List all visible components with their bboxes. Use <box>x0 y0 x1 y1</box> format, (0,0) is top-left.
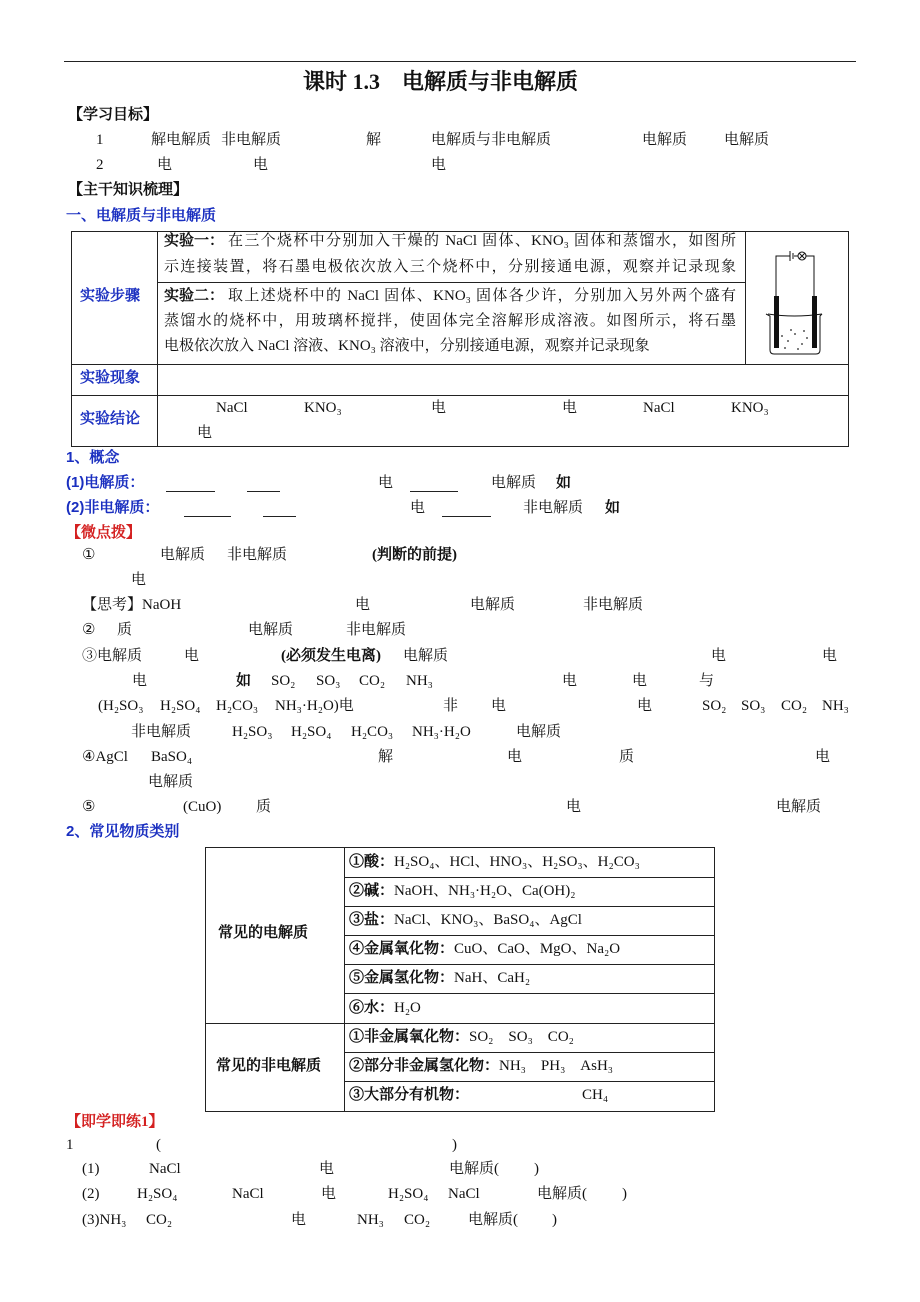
text-fragment: (1) <box>82 1161 100 1177</box>
text-fragment: 非电解质 <box>346 622 407 638</box>
table-divider <box>745 231 746 364</box>
page-title: 课时 1.3 电解质与非电解质 <box>303 69 579 94</box>
text-fragment: H₂CO₃ <box>351 724 394 740</box>
text-fragment: BaSO₄ <box>151 749 193 765</box>
text-fragment: 电解质 <box>470 597 516 613</box>
text-fragment: 电解质 <box>724 132 770 148</box>
experiment-text: 取上述烧杯中的 NaCl 固体、KNO₃ 固体各少许，分别加入另外两个盛有 <box>228 288 736 304</box>
table-divider <box>344 1052 715 1053</box>
text-fragment: 解电解质 <box>151 132 212 148</box>
concept-label: (1)电解质： <box>66 474 145 491</box>
text-fragment: 电 <box>815 749 831 765</box>
table-divider <box>71 364 849 365</box>
text-fragment: 与 <box>699 673 715 689</box>
category-name: ①酸： <box>349 854 395 870</box>
text-fragment: 2 <box>96 157 104 173</box>
text-fragment: KNO₃ <box>304 400 342 416</box>
experiment-title: 实验一： <box>164 233 225 249</box>
category-name: ④金属氧化物： <box>349 941 455 957</box>
top-rule <box>64 61 856 62</box>
text-fragment: ② <box>82 622 96 638</box>
text-fragment: NaCl <box>232 1186 264 1202</box>
category-name: ⑥水： <box>349 1000 395 1016</box>
text-fragment: ① <box>82 547 96 563</box>
text-fragment: SO₂ <box>271 673 296 689</box>
text-fragment: NaCl <box>216 400 248 416</box>
text-fragment: 电解质 <box>776 799 822 815</box>
text-fragment: 非电解质 <box>221 132 282 148</box>
text-fragment: 电解质( <box>537 1186 587 1202</box>
section-heading: 【微点拨】 <box>66 525 142 541</box>
text-fragment: 电 <box>131 572 147 588</box>
text-fragment: NH₃ <box>822 698 849 714</box>
text-fragment: ④AgCl <box>82 749 128 765</box>
fill-blank[interactable] <box>184 515 231 517</box>
text-fragment: 质 <box>117 622 133 638</box>
text-fragment: 电 <box>711 648 727 664</box>
text-fragment: 电 <box>132 673 148 689</box>
experiment-text: 蒸馏水的烧杯中，用玻璃杯搅拌，使固体完全溶解形成溶液。如图所示，将石墨 <box>164 313 736 329</box>
text-fragment: ) <box>552 1212 557 1228</box>
text-fragment: 电 <box>562 673 578 689</box>
text-fragment: 电 <box>355 597 371 613</box>
category-items: H₂O <box>394 1000 421 1016</box>
text-fragment: 非电解质 <box>227 547 288 563</box>
text-fragment: CO₂ <box>404 1212 431 1228</box>
electrolysis-apparatus-diagram <box>760 236 840 360</box>
text-fragment: (3)NH₃ <box>82 1212 127 1228</box>
text-fragment: 1 <box>96 132 104 148</box>
category-label: 常见的电解质 <box>218 925 309 941</box>
text-fragment: 电解质 <box>516 724 562 740</box>
table-divider <box>344 993 715 994</box>
text-fragment: (CuO) <box>183 799 222 815</box>
text-fragment: 电 <box>822 648 838 664</box>
text-fragment: NH₃ <box>406 673 433 689</box>
text-fragment: ) <box>452 1137 457 1153</box>
text-fragment: 电解质( <box>449 1161 499 1177</box>
text-fragment: 电解质 <box>160 547 206 563</box>
experiment-text: 示连接装置，将石墨电极依次放入三个烧杯中，分别接通电源，观察并记录现象 <box>164 259 736 275</box>
text-fragment: (2) <box>82 1186 100 1202</box>
text-fragment: 电 <box>319 1161 335 1177</box>
text-fragment: 电解质( <box>468 1212 518 1228</box>
table-divider <box>71 395 849 396</box>
table-divider <box>344 906 715 907</box>
category-items: H₂SO₄、HCl、HNO₃、H₂SO₃、H₂CO₃ <box>394 854 640 870</box>
row-label: 实验结论 <box>80 410 141 427</box>
text-fragment: ) <box>534 1161 539 1177</box>
text-fragment: CO₂ <box>359 673 386 689</box>
text-fragment: CO₂ <box>781 698 808 714</box>
table-divider <box>344 935 715 936</box>
category-items: NaOH、NH₃·H₂O、Ca(OH)₂ <box>394 883 576 899</box>
category-items: CH₄ <box>582 1087 609 1103</box>
text-fragment: 电 <box>566 799 582 815</box>
category-items: NH₃ PH₃ AsH₃ <box>499 1058 614 1074</box>
category-items: NaH、CaH₂ <box>454 970 531 986</box>
text-fragment: 1 <box>66 1137 74 1153</box>
experiment-text: 在三个烧杯中分别加入干燥的 NaCl 固体、KNO₃ 固体和蒸馏水，如图所 <box>228 233 736 249</box>
fill-blank[interactable] <box>247 490 280 492</box>
category-items: SO₂ SO₃ CO₂ <box>469 1029 574 1045</box>
text-fragment: 电 <box>378 475 394 491</box>
text-fragment: 非电解质 <box>131 724 192 740</box>
text-fragment: 电 <box>410 500 426 516</box>
section-heading: 【主干知识梳理】 <box>68 182 189 198</box>
text-fragment: ) <box>622 1186 627 1202</box>
fill-blank[interactable] <box>410 490 458 492</box>
text-fragment: NaCl <box>643 400 675 416</box>
text-fragment: CO₂ <box>146 1212 173 1228</box>
text-fragment: 质 <box>256 799 272 815</box>
category-name: ③盐： <box>349 912 395 928</box>
text-fragment: SO₃ <box>741 698 766 714</box>
text-fragment: 电 <box>321 1186 337 1202</box>
text-fragment: 电解质 <box>642 132 688 148</box>
text-fragment: 电 <box>632 673 648 689</box>
fill-blank[interactable] <box>166 490 215 492</box>
category-items: NaCl、KNO₃、BaSO₄、AgCl <box>394 912 582 928</box>
row-label: 实验现象 <box>80 369 141 386</box>
text-fragment: 电 <box>431 400 447 416</box>
category-name: ②碱： <box>349 883 395 899</box>
concept-label: (2)非电解质： <box>66 499 160 516</box>
table-divider <box>205 1023 715 1024</box>
text-fragment: 如 <box>605 500 621 516</box>
text-fragment: 电解质 <box>248 622 294 638</box>
text-fragment: NH₃·H₂O <box>412 724 471 740</box>
text-fragment: 电 <box>491 698 507 714</box>
text-fragment: H₂SO₄ <box>137 1186 178 1202</box>
text-fragment: 解 <box>378 749 394 765</box>
text-fragment: H₂CO₃ <box>216 698 259 714</box>
row-label: 实验步骤 <box>80 287 141 304</box>
text-fragment: (必须发生电离) <box>281 648 381 664</box>
text-fragment: (H₂SO₃ <box>98 698 144 714</box>
text-fragment: 电解质 <box>491 475 537 491</box>
text-fragment: 电 <box>291 1212 307 1228</box>
text-fragment: 电 <box>562 400 578 416</box>
experiment-text: 电极依次放入 NaCl 溶液、KNO₃ 溶液中，分别接通电源，观察并记录现象 <box>164 338 650 354</box>
text-fragment: SO₂ <box>702 698 727 714</box>
category-name: ①非金属氧化物： <box>349 1029 470 1045</box>
text-fragment: 非 <box>443 698 459 714</box>
table-divider <box>344 847 345 1112</box>
category-name: ③大部分有机物： <box>349 1087 470 1103</box>
text-fragment: H₂SO₃ <box>232 724 273 740</box>
text-fragment: 电解质与非电解质 <box>431 132 552 148</box>
text-fragment: H₂SO₄ <box>388 1186 429 1202</box>
text-fragment: 电解质 <box>403 648 449 664</box>
fill-blank[interactable] <box>263 515 296 517</box>
text-fragment: KNO₃ <box>731 400 769 416</box>
section-heading: 一、电解质与非电解质 <box>66 207 217 224</box>
text-fragment: (判断的前提) <box>372 547 457 563</box>
section-heading: 【学习目标】 <box>68 107 159 123</box>
text-fragment: 电 <box>507 749 523 765</box>
category-name: ⑤金属氢化物： <box>349 970 455 986</box>
text-fragment: 如 <box>236 673 252 689</box>
section-heading: 2、常见物质类别 <box>66 823 180 840</box>
text-fragment: 电解质 <box>148 774 194 790</box>
text-fragment: ③电解质 <box>82 648 143 664</box>
text-fragment: NaCl <box>149 1161 181 1177</box>
text-fragment: 质 <box>619 749 635 765</box>
text-fragment: 电 <box>157 157 173 173</box>
fill-blank[interactable] <box>442 515 491 517</box>
text-fragment: ⑤ <box>82 799 96 815</box>
text-fragment: 电 <box>197 425 213 441</box>
text-fragment: NaCl <box>448 1186 480 1202</box>
text-fragment: 电 <box>637 698 653 714</box>
text-fragment: 【思考】NaOH <box>82 597 182 613</box>
category-name: ②部分非金属氢化物： <box>349 1058 500 1074</box>
experiment-title: 实验二： <box>164 288 225 304</box>
section-heading: 【即学即练1】 <box>66 1114 164 1130</box>
table-divider <box>157 282 745 283</box>
text-fragment: SO₃ <box>316 673 341 689</box>
section-heading: 1、概念 <box>66 449 120 466</box>
text-fragment: 非电解质 <box>583 597 644 613</box>
category-items: CuO、CaO、MgO、Na₂O <box>454 941 621 957</box>
text-fragment: ( <box>156 1137 161 1153</box>
text-fragment: 电 <box>431 157 447 173</box>
text-fragment: 如 <box>556 475 572 491</box>
text-fragment: 非电解质 <box>523 500 584 516</box>
table-divider <box>157 231 158 447</box>
text-fragment: H₂SO₄ <box>160 698 201 714</box>
text-fragment: 解 <box>366 132 382 148</box>
table-divider <box>344 1081 715 1082</box>
table-divider <box>344 877 715 878</box>
text-fragment: H₂SO₄ <box>291 724 332 740</box>
category-label: 常见的非电解质 <box>216 1058 322 1074</box>
text-fragment: NH₃·H₂O)电 <box>275 698 354 714</box>
text-fragment: 电 <box>253 157 269 173</box>
table-divider <box>344 964 715 965</box>
text-fragment: 电 <box>184 648 200 664</box>
text-fragment: NH₃ <box>357 1212 384 1228</box>
